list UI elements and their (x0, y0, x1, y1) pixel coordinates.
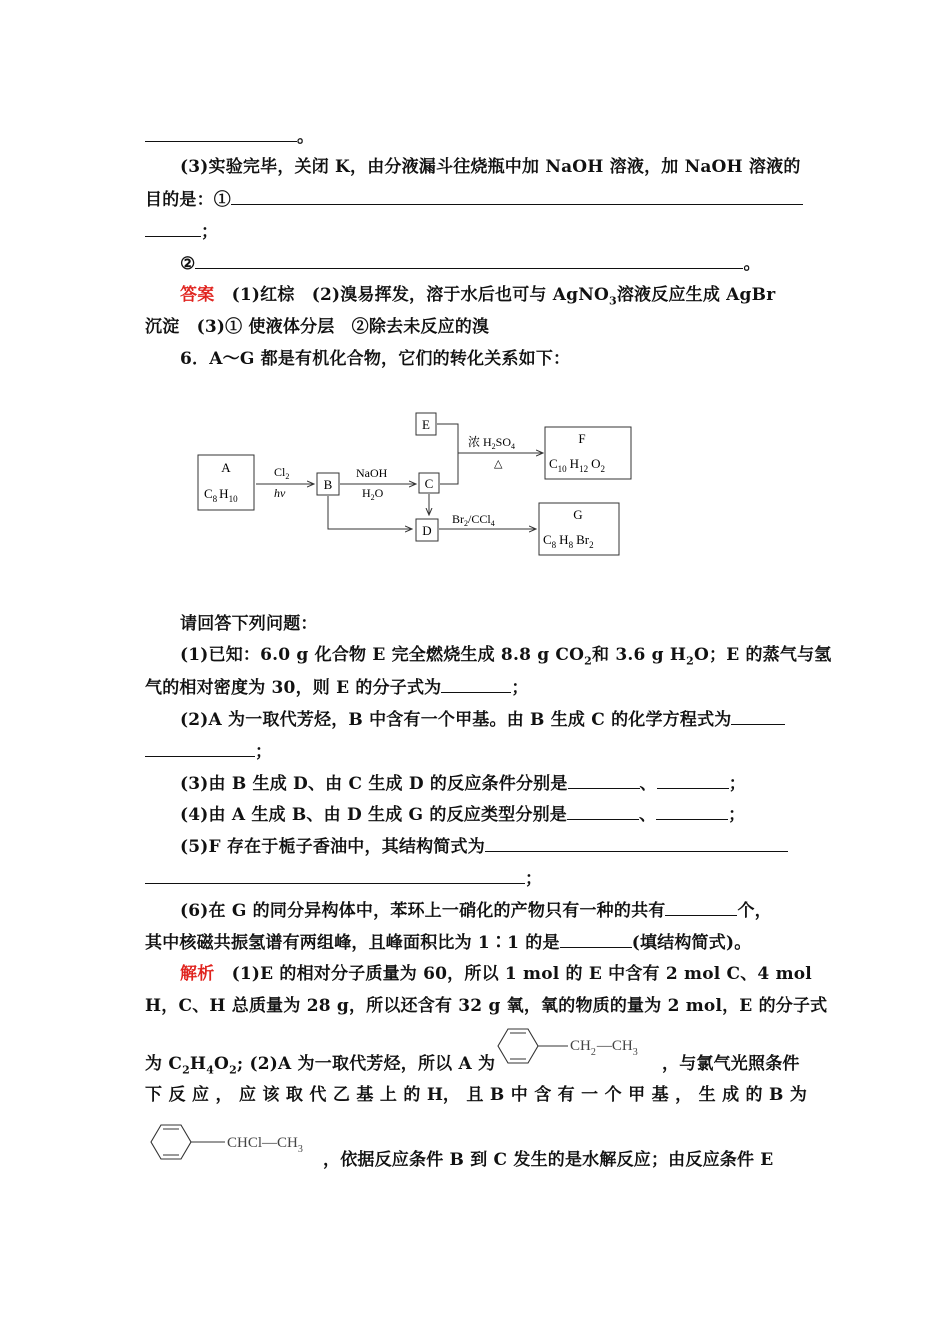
label-D: D (422, 523, 432, 538)
word: 的 (745, 1085, 763, 1105)
word: 成 (722, 1085, 740, 1105)
cond-heat: △ (494, 458, 503, 470)
text: O (214, 1054, 230, 1074)
punct: 、 (639, 774, 657, 794)
word: 反 (168, 1085, 186, 1105)
word: H， (426, 1085, 460, 1105)
word: 代 (309, 1085, 327, 1105)
word: 基 (651, 1085, 669, 1105)
text: 气的相对密度为 30，则 E 的分子式为 (145, 678, 442, 698)
answer-blank (441, 675, 511, 693)
punct: ； (728, 805, 746, 825)
formula-F: $C_{10}$ $H_{12}$ $O_2$ (549, 456, 605, 474)
word: 应 (191, 1085, 209, 1105)
text-line (145, 187, 807, 212)
word: 上 (379, 1085, 397, 1105)
text: 其中核磁共振氢谱有两组峰，且峰面积比为 1∶1 的是 (145, 933, 560, 953)
word: 且 (466, 1085, 484, 1105)
answer-label: 答案 (180, 285, 215, 305)
punct: 。 (297, 127, 315, 147)
svg-text:CHCl—CH3: $CHCl—CH_3$ (227, 1135, 303, 1155)
word: 取 (285, 1085, 303, 1105)
text-line (145, 219, 807, 244)
text-line (180, 251, 807, 276)
subscript: 2 (584, 654, 593, 668)
answer-blank (145, 866, 525, 884)
reaction-flow-diagram (190, 405, 650, 565)
label-F: F (578, 431, 586, 446)
label-G: G (573, 507, 583, 522)
word: 中 (510, 1085, 528, 1105)
cond-hv: hν (274, 486, 286, 500)
cond-cl2: $Cl_2$ (274, 465, 290, 481)
text: (1)E 的相对分子质量为 60，所以 1 mol 的 E 中含有 2 mol C、4 mol (214, 964, 812, 984)
question-3-line: (3)实验完毕，关闭 K，由分液漏斗往烧瓶中加 NaOH 溶液，加 NaOH 溶液的 (180, 157, 801, 177)
punct: 。 (743, 254, 761, 274)
word: 基 (356, 1085, 374, 1105)
text: 个， (737, 901, 772, 921)
text-line (145, 675, 807, 700)
question-3b-line (180, 771, 807, 796)
answer-line-2: 沉淀 (3)① 使液体分层 ②除去未反应的溴 (145, 317, 490, 337)
text-line: ，与氯气光照条件 (662, 1054, 800, 1074)
text: (1)已知：6.0 g 化合物 E 完全燃烧生成 8.8 g CO (180, 645, 585, 665)
answer-blank (656, 802, 728, 820)
word: B (769, 1085, 784, 1105)
svg-text:CH2—CH3: $CH_2—CH_3$ (570, 1038, 638, 1058)
word: 生 (698, 1085, 716, 1105)
word: 的 (403, 1085, 421, 1105)
subscript: 3 (608, 294, 617, 308)
text-line (145, 866, 807, 891)
text: ; (2)A 为一取代芳烃，所以 A 为 (236, 1054, 496, 1074)
text: (填结构简式)。 (631, 933, 752, 953)
questions-intro: 请回答下列问题： (180, 614, 318, 634)
question-4-line (180, 802, 807, 827)
text: 为 C (145, 1054, 183, 1074)
word: B (489, 1085, 505, 1105)
answer-blank (568, 771, 640, 789)
word: 甲 (628, 1085, 646, 1105)
question-2-line (180, 707, 807, 732)
cond-br2: $Br_2/CCl_4$ (452, 512, 495, 528)
cond-h2so4: 浓 $H_2SO_4$ (468, 435, 516, 451)
word: 下 (145, 1085, 162, 1105)
subscript: 2 (686, 654, 694, 668)
text: (5)F 存在于栀子香油中，其结构简式为 (180, 837, 485, 857)
connector-E-C (437, 424, 458, 484)
text: (6)在 G 的同分异构体中，苯环上一硝化的产物只有一种的共有 (180, 901, 666, 921)
analysis-line-2: H，C、H 总质量为 28 g，所以还含有 32 g 氧，氧的物质的量为 2 mol，E 的分子式 (145, 996, 828, 1016)
label-B: B (323, 477, 333, 492)
subscript: 4 (206, 1063, 215, 1077)
text: ② (180, 254, 196, 274)
word: 为 (789, 1085, 807, 1105)
formula-A: $C_8$ $H_{10}$ (204, 486, 238, 504)
question-6a-line (180, 898, 807, 923)
word: 乙 (332, 1085, 350, 1105)
cond-h2o: $H_2O$ (362, 486, 384, 502)
label-A: A (221, 460, 231, 475)
answer-blank (231, 187, 803, 205)
punct: ； (255, 742, 273, 762)
question-5-line (180, 834, 807, 859)
analysis-line-4 (145, 1083, 807, 1107)
label-E: E (422, 417, 430, 432)
subscript: 2 (182, 1063, 190, 1077)
answer-blank (657, 771, 729, 789)
text: 和 3.6 g H (592, 645, 687, 665)
answer-blank (145, 739, 255, 757)
answer-blank (560, 930, 632, 948)
text: 目的是：① (145, 190, 231, 210)
analysis-line (180, 962, 812, 986)
answer-blank (731, 707, 785, 725)
answer-blank (145, 124, 297, 142)
text: (4)由 A 生成 B、由 D 生成 G 的反应类型分别是 (180, 805, 567, 825)
word: 有 (557, 1085, 575, 1105)
punct: ； (511, 678, 529, 698)
formula-G: $C_8$ $H_8$ $Br_2$ (543, 532, 594, 550)
answer-blank (195, 251, 743, 269)
text: 溶液反应生成 AgBr (616, 285, 776, 305)
question-6-title: 6．A～G 都是有机化合物，它们的转化关系如下： (180, 349, 571, 369)
word: ， (675, 1085, 693, 1105)
text: (2)A 为一取代芳烃，B 中含有一个甲基。由 B 生成 C 的化学方程式为 (180, 710, 732, 730)
answer-blank (145, 219, 201, 237)
answer-blank (485, 834, 788, 852)
analysis-label: 解析 (180, 964, 215, 984)
analysis-line-5: ，依据反应条件 B 到 C 发生的是水解反应；由反应条件 E (323, 1150, 774, 1170)
punct: ； (201, 222, 219, 242)
word: 含 (534, 1085, 552, 1105)
text-line (145, 124, 807, 149)
word: 该 (262, 1085, 280, 1105)
answer-blank (665, 898, 737, 916)
punct: ； (728, 774, 746, 794)
text: H (189, 1054, 207, 1074)
subscript: 2 (229, 1063, 237, 1077)
word: 应 (238, 1085, 256, 1105)
text: (1)红棕 (2)溴易挥发，溶于水后也可与 AgNO (214, 285, 609, 305)
punct: 、 (638, 805, 657, 825)
question-6b-line (145, 930, 807, 955)
cond-naoh: NaOH (356, 466, 388, 480)
word: 一 (581, 1085, 599, 1105)
answer-blank (567, 802, 639, 820)
text: O；E 的蒸气与氢 (693, 645, 832, 665)
answer-line (180, 283, 807, 313)
punct: ； (525, 869, 543, 889)
word: 个 (604, 1085, 622, 1105)
question-1-line (180, 643, 832, 673)
label-C: C (424, 476, 434, 491)
text: (3)由 B 生成 D、由 C 生成 D 的反应条件分别是 (180, 774, 568, 794)
word: ， (215, 1085, 233, 1105)
chloroethylbenzene-structure (145, 1120, 345, 1170)
text-line (145, 739, 807, 764)
